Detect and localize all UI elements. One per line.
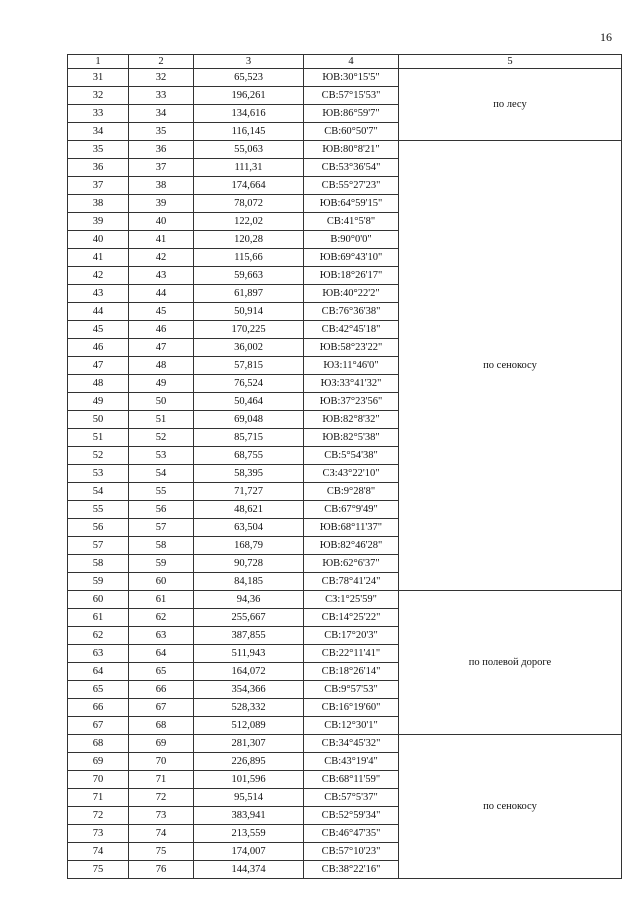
from-point-cell: 55 <box>68 501 129 519</box>
length-cell: 144,374 <box>194 861 304 879</box>
length-cell: 94,36 <box>194 591 304 609</box>
to-point-cell: 51 <box>129 411 194 429</box>
bearing-cell: СЗ:43°22'10" <box>304 465 399 483</box>
from-point-cell: 36 <box>68 159 129 177</box>
length-cell: 511,943 <box>194 645 304 663</box>
to-point-cell: 40 <box>129 213 194 231</box>
to-point-cell: 69 <box>129 735 194 753</box>
from-point-cell: 67 <box>68 717 129 735</box>
bearing-cell: ЮВ:64°59'15" <box>304 195 399 213</box>
length-cell: 122,02 <box>194 213 304 231</box>
bearing-cell: ЮЗ:33°41'32" <box>304 375 399 393</box>
bearing-cell: СВ:52°59'34" <box>304 807 399 825</box>
length-cell: 387,855 <box>194 627 304 645</box>
length-cell: 354,366 <box>194 681 304 699</box>
bearing-cell: СВ:17°20'3" <box>304 627 399 645</box>
bearing-cell: ЮВ:30°15'5" <box>304 69 399 87</box>
length-cell: 111,31 <box>194 159 304 177</box>
from-point-cell: 51 <box>68 429 129 447</box>
bearing-cell: ЮВ:69°43'10" <box>304 249 399 267</box>
to-point-cell: 43 <box>129 267 194 285</box>
from-point-cell: 40 <box>68 231 129 249</box>
to-point-cell: 47 <box>129 339 194 357</box>
from-point-cell: 72 <box>68 807 129 825</box>
from-point-cell: 46 <box>68 339 129 357</box>
to-point-cell: 45 <box>129 303 194 321</box>
length-cell: 255,667 <box>194 609 304 627</box>
length-cell: 213,559 <box>194 825 304 843</box>
from-point-cell: 50 <box>68 411 129 429</box>
bearing-cell: СВ:60°50'7" <box>304 123 399 141</box>
bearing-cell: СВ:78°41'24" <box>304 573 399 591</box>
table-row <box>68 735 622 753</box>
bearing-cell: СВ:57°15'53" <box>304 87 399 105</box>
land-description-cell: по сенокосу <box>399 735 622 879</box>
to-point-cell: 35 <box>129 123 194 141</box>
page-number: 16 <box>600 30 612 44</box>
header-cell-5: 5 <box>399 55 622 69</box>
length-cell: 61,897 <box>194 285 304 303</box>
to-point-cell: 67 <box>129 699 194 717</box>
from-point-cell: 41 <box>68 249 129 267</box>
bearing-cell: ЮВ:62°6'37" <box>304 555 399 573</box>
from-point-cell: 75 <box>68 861 129 879</box>
length-cell: 65,523 <box>194 69 304 87</box>
length-cell: 281,307 <box>194 735 304 753</box>
from-point-cell: 48 <box>68 375 129 393</box>
from-point-cell: 53 <box>68 465 129 483</box>
land-description-cell: по полевой дороге <box>399 591 622 735</box>
from-point-cell: 37 <box>68 177 129 195</box>
from-point-cell: 58 <box>68 555 129 573</box>
from-point-cell: 54 <box>68 483 129 501</box>
from-point-cell: 45 <box>68 321 129 339</box>
bearing-cell: СВ:34°45'32" <box>304 735 399 753</box>
length-cell: 58,395 <box>194 465 304 483</box>
to-point-cell: 60 <box>129 573 194 591</box>
length-cell: 512,089 <box>194 717 304 735</box>
from-point-cell: 31 <box>68 69 129 87</box>
from-point-cell: 49 <box>68 393 129 411</box>
bearing-cell: ЮВ:18°26'17" <box>304 267 399 285</box>
from-point-cell: 71 <box>68 789 129 807</box>
length-cell: 528,332 <box>194 699 304 717</box>
bearing-cell: СВ:46°47'35" <box>304 825 399 843</box>
to-point-cell: 66 <box>129 681 194 699</box>
length-cell: 57,815 <box>194 357 304 375</box>
length-cell: 120,28 <box>194 231 304 249</box>
length-cell: 196,261 <box>194 87 304 105</box>
to-point-cell: 76 <box>129 861 194 879</box>
bearing-cell: СВ:55°27'23" <box>304 177 399 195</box>
from-point-cell: 34 <box>68 123 129 141</box>
header-cell-1: 1 <box>68 55 129 69</box>
header-cell-4: 4 <box>304 55 399 69</box>
to-point-cell: 55 <box>129 483 194 501</box>
length-cell: 76,524 <box>194 375 304 393</box>
to-point-cell: 68 <box>129 717 194 735</box>
bearing-cell: ЮВ:82°46'28" <box>304 537 399 555</box>
length-cell: 85,715 <box>194 429 304 447</box>
from-point-cell: 33 <box>68 105 129 123</box>
length-cell: 134,616 <box>194 105 304 123</box>
length-cell: 55,063 <box>194 141 304 159</box>
to-point-cell: 59 <box>129 555 194 573</box>
to-point-cell: 70 <box>129 753 194 771</box>
from-point-cell: 63 <box>68 645 129 663</box>
length-cell: 174,664 <box>194 177 304 195</box>
table-row <box>68 141 622 159</box>
bearing-cell: ЮВ:82°5'38" <box>304 429 399 447</box>
land-description-cell: по сенокосу <box>399 141 622 591</box>
bearing-cell: ЮВ:86°59'7" <box>304 105 399 123</box>
to-point-cell: 74 <box>129 825 194 843</box>
to-point-cell: 75 <box>129 843 194 861</box>
to-point-cell: 58 <box>129 537 194 555</box>
length-cell: 59,663 <box>194 267 304 285</box>
length-cell: 78,072 <box>194 195 304 213</box>
to-point-cell: 63 <box>129 627 194 645</box>
bearing-cell: ЮВ:68°11'37" <box>304 519 399 537</box>
bearing-cell: СВ:67°9'49" <box>304 501 399 519</box>
length-cell: 71,727 <box>194 483 304 501</box>
bearing-cell: СВ:68°11'59" <box>304 771 399 789</box>
table-row <box>68 69 622 87</box>
to-point-cell: 53 <box>129 447 194 465</box>
length-cell: 226,895 <box>194 753 304 771</box>
bearing-cell: СВ:5°54'38" <box>304 447 399 465</box>
bearing-cell: ЮВ:80°8'21" <box>304 141 399 159</box>
from-point-cell: 66 <box>68 699 129 717</box>
length-cell: 101,596 <box>194 771 304 789</box>
length-cell: 115,66 <box>194 249 304 267</box>
from-point-cell: 60 <box>68 591 129 609</box>
bearing-cell: ЮЗ:11°46'0" <box>304 357 399 375</box>
to-point-cell: 65 <box>129 663 194 681</box>
length-cell: 50,914 <box>194 303 304 321</box>
header-cell-3: 3 <box>194 55 304 69</box>
length-cell: 48,621 <box>194 501 304 519</box>
length-cell: 68,755 <box>194 447 304 465</box>
length-cell: 174,007 <box>194 843 304 861</box>
to-point-cell: 71 <box>129 771 194 789</box>
from-point-cell: 32 <box>68 87 129 105</box>
from-point-cell: 65 <box>68 681 129 699</box>
from-point-cell: 47 <box>68 357 129 375</box>
bearing-cell: СВ:12°30'1" <box>304 717 399 735</box>
to-point-cell: 49 <box>129 375 194 393</box>
bearing-cell: В:90°0'0" <box>304 231 399 249</box>
bearing-cell: СВ:43°19'4" <box>304 753 399 771</box>
length-cell: 63,504 <box>194 519 304 537</box>
boundary-table <box>67 54 622 879</box>
from-point-cell: 62 <box>68 627 129 645</box>
from-point-cell: 57 <box>68 537 129 555</box>
to-point-cell: 34 <box>129 105 194 123</box>
length-cell: 164,072 <box>194 663 304 681</box>
table-body <box>68 69 622 879</box>
to-point-cell: 57 <box>129 519 194 537</box>
from-point-cell: 42 <box>68 267 129 285</box>
from-point-cell: 64 <box>68 663 129 681</box>
to-point-cell: 38 <box>129 177 194 195</box>
bearing-cell: ЮВ:40°22'2" <box>304 285 399 303</box>
length-cell: 90,728 <box>194 555 304 573</box>
header-row <box>68 55 622 69</box>
from-point-cell: 59 <box>68 573 129 591</box>
bearing-cell: СВ:16°19'60" <box>304 699 399 717</box>
from-point-cell: 74 <box>68 843 129 861</box>
from-point-cell: 70 <box>68 771 129 789</box>
bearing-cell: СВ:14°25'22" <box>304 609 399 627</box>
to-point-cell: 52 <box>129 429 194 447</box>
bearing-cell: ЮВ:82°8'32" <box>304 411 399 429</box>
bearing-cell: СВ:57°5'37" <box>304 789 399 807</box>
bearing-cell: СВ:22°11'41" <box>304 645 399 663</box>
bearing-cell: СВ:38°22'16" <box>304 861 399 879</box>
to-point-cell: 73 <box>129 807 194 825</box>
to-point-cell: 42 <box>129 249 194 267</box>
length-cell: 116,145 <box>194 123 304 141</box>
from-point-cell: 73 <box>68 825 129 843</box>
bearing-cell: СВ:42°45'18" <box>304 321 399 339</box>
bearing-cell: СВ:57°10'23" <box>304 843 399 861</box>
to-point-cell: 64 <box>129 645 194 663</box>
to-point-cell: 41 <box>129 231 194 249</box>
to-point-cell: 62 <box>129 609 194 627</box>
table-header <box>68 55 622 69</box>
length-cell: 170,225 <box>194 321 304 339</box>
from-point-cell: 35 <box>68 141 129 159</box>
to-point-cell: 46 <box>129 321 194 339</box>
to-point-cell: 61 <box>129 591 194 609</box>
from-point-cell: 61 <box>68 609 129 627</box>
length-cell: 168,79 <box>194 537 304 555</box>
bearing-cell: СВ:76°36'38" <box>304 303 399 321</box>
bearing-cell: СВ:41°5'8" <box>304 213 399 231</box>
from-point-cell: 68 <box>68 735 129 753</box>
to-point-cell: 37 <box>129 159 194 177</box>
table-row <box>68 591 622 609</box>
length-cell: 69,048 <box>194 411 304 429</box>
to-point-cell: 54 <box>129 465 194 483</box>
to-point-cell: 48 <box>129 357 194 375</box>
from-point-cell: 56 <box>68 519 129 537</box>
land-description-cell: по лесу <box>399 69 622 141</box>
bearing-cell: СЗ:1°25'59" <box>304 591 399 609</box>
length-cell: 36,002 <box>194 339 304 357</box>
bearing-cell: СВ:53°36'54" <box>304 159 399 177</box>
bearing-cell: СВ:9°28'8" <box>304 483 399 501</box>
bearing-cell: СВ:9°57'53" <box>304 681 399 699</box>
from-point-cell: 44 <box>68 303 129 321</box>
length-cell: 84,185 <box>194 573 304 591</box>
to-point-cell: 39 <box>129 195 194 213</box>
bearing-cell: ЮВ:58°23'22" <box>304 339 399 357</box>
length-cell: 95,514 <box>194 789 304 807</box>
length-cell: 383,941 <box>194 807 304 825</box>
length-cell: 50,464 <box>194 393 304 411</box>
from-point-cell: 39 <box>68 213 129 231</box>
bearing-cell: ЮВ:37°23'56" <box>304 393 399 411</box>
to-point-cell: 56 <box>129 501 194 519</box>
to-point-cell: 32 <box>129 69 194 87</box>
to-point-cell: 36 <box>129 141 194 159</box>
from-point-cell: 69 <box>68 753 129 771</box>
header-cell-2: 2 <box>129 55 194 69</box>
bearing-cell: СВ:18°26'14" <box>304 663 399 681</box>
from-point-cell: 43 <box>68 285 129 303</box>
to-point-cell: 44 <box>129 285 194 303</box>
to-point-cell: 33 <box>129 87 194 105</box>
to-point-cell: 72 <box>129 789 194 807</box>
from-point-cell: 38 <box>68 195 129 213</box>
to-point-cell: 50 <box>129 393 194 411</box>
from-point-cell: 52 <box>68 447 129 465</box>
